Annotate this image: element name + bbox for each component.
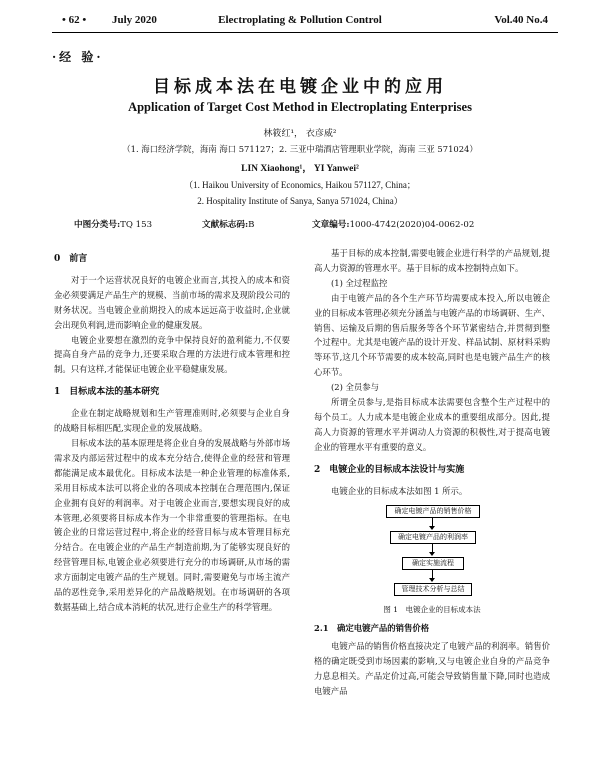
issue-date: July 2020 [112, 14, 157, 26]
section-1-heading: 1 目标成本法的基本研究 [54, 387, 160, 398]
authors-zh: 林筱红¹， 衣彦威² [263, 129, 337, 139]
paragraph: 目标成本法的基本原理是将企业自身的发展战略与外部市场需求及内部运营过程中的成本充分结合,使得企业的经营和管理都能满足成本最优化。目标成本法是一种企业管理的标准体系,采用目标成本法可以将企业的各项成本控制在合理范围内,保证企业拥有良好的利润率。对于电镀企业而言,要想实现良好的成本管理,必须要将目标成本作为一个非常重要的管理指标。在电镀企业的日常运营过程中,将企业的经营目标与成本管理目标充分结合。在电镀企业的产品生产制造前期,为了能够实现良好的经营管理目标,电镀企业必须要进行充分的市场调研,从市场的需求方面制定电镀产品的生产规划。同时,需要避免与市场主流产品的恶性竞争,采用差异化的产品战略规划。在市场调研的各项数据基础上,结合成本消耗的状况,进行企业生产的科学管理。 [54, 437, 290, 612]
doc-label: 文献标志码: [202, 220, 249, 230]
affiliation-en-2: 2. Hospitality Institute of Sanya, Sanya 571024, China） [197, 196, 403, 206]
authors-en: LIN Xiaohong¹， YI Yanwei² [241, 164, 359, 174]
doc-value: B [248, 220, 255, 230]
article-title-en: Application of Target Cost Method in Electroplating Enterprises [128, 100, 472, 114]
page-number: • 62 • [62, 14, 87, 26]
flow-step-3: 确定实施流程 [402, 557, 464, 570]
section-tag: ·经 验· [52, 50, 104, 64]
flow-arrowhead [429, 578, 435, 582]
left-column [54, 246, 290, 615]
flow-arrowhead [429, 552, 435, 556]
list-item-title: (2) 全员参与 [331, 382, 380, 393]
paragraph: 基于目标的成本控制,需要电镀企业进行科学的产品规划,提高人力资源的管理水平。基于目标的成本控制特点如下。 [314, 248, 550, 273]
right-column [314, 246, 550, 699]
list-item-title: (1) 全过程监控 [331, 277, 388, 288]
header-rule [52, 32, 558, 33]
article-title-zh: 目标成本法在电镀企业中的应用 [153, 77, 447, 97]
section-2-1-heading: 2.1 确定电镀产品的销售价格 [314, 623, 430, 634]
article-value: 1000-4742(2020)04-0062-02 [349, 220, 475, 230]
flowchart [314, 501, 550, 637]
paragraph: 电镀产品的销售价格直接决定了电镀产品的利润率。销售价格的确定既受到市场因素的影响,又与电镀企业自身的产品竞争力息息相关。产品定价过高,可能会导致销售量下降,同时也造成电镀产品 [314, 641, 550, 697]
paragraph: 由于电镀产品的各个生产环节均需要成本投入,所以电镀企业的目标成本管理必须充分涵盖与电镀产品的市场调研、生产、销售、运输及后期的售后服务等各个环节紧密结合,并贯彻到整个过程中。尤其是电镀产品的设计开发、样品试制、原材料采购等环节,这几个环节需要的成本较高,同时也是电镀产品生产的核心环节。 [314, 292, 550, 378]
running-header [0, 14, 600, 34]
volume-issue: Vol.40 No.4 [494, 14, 548, 26]
clc-number [74, 218, 152, 230]
paragraph: 电镀企业的目标成本法如图 1 所示。 [331, 485, 468, 496]
clc-value: TQ 153 [120, 220, 153, 230]
flow-step-2: 确定电镀产品的利润率 [390, 531, 476, 544]
article-number [312, 218, 474, 230]
doc-code [202, 218, 254, 230]
flow-step-1: 确定电镀产品的销售价格 [386, 505, 480, 518]
section-0-heading: 0 前言 [54, 254, 88, 264]
article-label: 文章编号: [312, 220, 350, 230]
journal-name: Electroplating & Pollution Control [218, 14, 382, 26]
flow-step-4: 管理技术分析与总结 [394, 583, 472, 596]
paragraph: 企业在制定战略规划和生产管理准则时,必须要与企业自身的战略目标相匹配,实现企业的发展战略。 [54, 408, 290, 434]
paragraph: 对于一个运营状况良好的电镀企业而言,其投入的成本和资金必须要满足产品生产的规模、当前市场的需求及现阶段公司的财务状况。当电镀企业前期投入的成本远远高于收益时,企业就会出现负利润,进而影响企业的健康发展。 [54, 274, 290, 330]
paragraph: 电镀企业要想在激烈的竞争中保持良好的盈利能力,不仅要提高自身产品的竞争力,还要采取合理的方法进行成本管理和控制。只有这样,才能保证电镀企业平稳健康发展。 [54, 334, 290, 375]
flow-arrowhead [429, 526, 435, 530]
clc-label: 中图分类号: [74, 220, 121, 230]
affiliations-zh: （1. 海口经济学院，海南 海口 571127；2. 三亚中瑞酒店管理职业学院，海南 三亚 571024） [122, 144, 478, 154]
paragraph: 所谓全员参与,是指目标成本法需要包含整个生产过程中的每个员工。人力成本是电镀企业成本的重要组成部分。因此,提高人力资源的管理水平并调动人力资源的积极性,对于提高电镀企业的管理水平有重要的意义。 [314, 397, 550, 452]
figure-caption: 图 1 电镀企业的目标成本法 [383, 604, 481, 614]
section-2-heading: 2 电镀企业的目标成本法设计与实施 [314, 464, 465, 475]
affiliation-en-1: （1. Haikou University of Economics, Haikou 571127, China； [184, 180, 416, 190]
